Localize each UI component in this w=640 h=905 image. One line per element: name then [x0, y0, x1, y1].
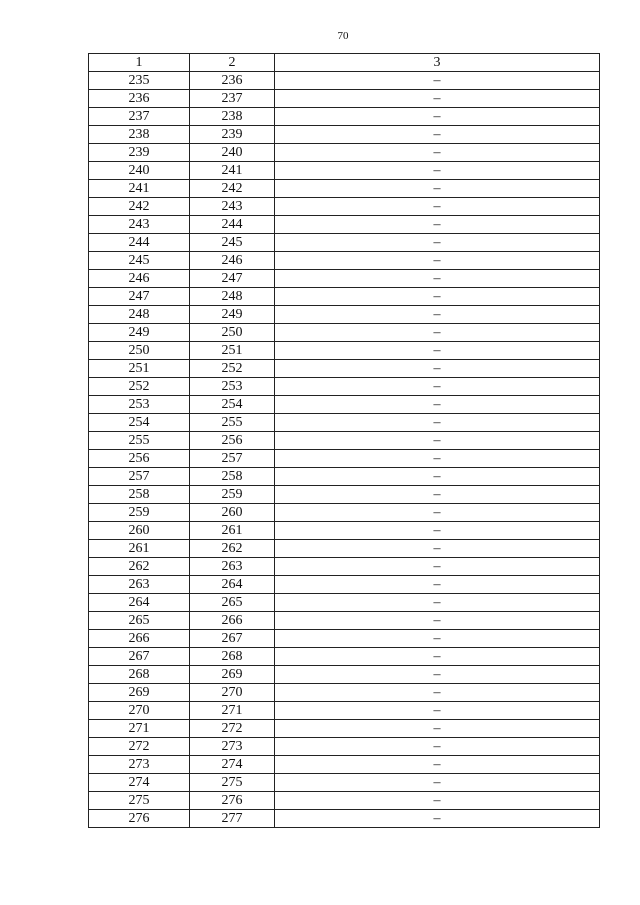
table-cell-col-1: 267	[89, 648, 190, 666]
table-cell-col-1: 236	[89, 90, 190, 108]
table-row	[89, 738, 600, 756]
table-row	[89, 792, 600, 810]
table-cell-col-2: 260	[190, 504, 275, 522]
table-cell-col-1: 239	[89, 144, 190, 162]
table-row	[89, 486, 600, 504]
column-header-2: 2	[190, 54, 275, 72]
table-cell-col-3: –	[275, 198, 600, 216]
table-row	[89, 324, 600, 342]
table-cell-col-1: 258	[89, 486, 190, 504]
table-cell-col-2: 253	[190, 378, 275, 396]
table-cell-col-2: 267	[190, 630, 275, 648]
table-cell-col-3: –	[275, 162, 600, 180]
table-cell-col-3: –	[275, 108, 600, 126]
table-cell-col-3: –	[275, 90, 600, 108]
table-cell-col-2: 277	[190, 810, 275, 828]
table-row	[89, 126, 600, 144]
table-cell-col-1: 252	[89, 378, 190, 396]
table-cell-col-3: –	[275, 738, 600, 756]
table-cell-col-1: 246	[89, 270, 190, 288]
table-cell-col-2: 271	[190, 702, 275, 720]
table-cell-col-2: 239	[190, 126, 275, 144]
table-cell-col-2: 243	[190, 198, 275, 216]
table-row	[89, 198, 600, 216]
table-cell-col-3: –	[275, 324, 600, 342]
table-cell-col-1: 235	[89, 72, 190, 90]
table-cell-col-2: 242	[190, 180, 275, 198]
table-cell-col-3: –	[275, 378, 600, 396]
table-cell-col-2: 254	[190, 396, 275, 414]
table-cell-col-1: 249	[89, 324, 190, 342]
table-cell-col-1: 247	[89, 288, 190, 306]
table-cell-col-1: 255	[89, 432, 190, 450]
table-cell-col-1: 276	[89, 810, 190, 828]
table-row	[89, 234, 600, 252]
table-cell-col-1: 257	[89, 468, 190, 486]
table-row	[89, 108, 600, 126]
table-row	[89, 216, 600, 234]
table-cell-col-2: 265	[190, 594, 275, 612]
table-cell-col-2: 263	[190, 558, 275, 576]
table-row	[89, 612, 600, 630]
table-cell-col-3: –	[275, 180, 600, 198]
table-cell-col-3: –	[275, 774, 600, 792]
table-cell-col-3: –	[275, 234, 600, 252]
table-cell-col-3: –	[275, 522, 600, 540]
table-cell-col-3: –	[275, 486, 600, 504]
table-cell-col-3: –	[275, 144, 600, 162]
table-cell-col-1: 250	[89, 342, 190, 360]
table-row	[89, 756, 600, 774]
table-cell-col-1: 259	[89, 504, 190, 522]
table-row	[89, 720, 600, 738]
table-cell-col-2: 245	[190, 234, 275, 252]
table-cell-col-1: 275	[89, 792, 190, 810]
table-row	[89, 162, 600, 180]
table-header	[89, 54, 600, 72]
page-number: 70	[337, 30, 349, 42]
table-cell-col-1: 241	[89, 180, 190, 198]
table-row	[89, 306, 600, 324]
table-cell-col-3: –	[275, 450, 600, 468]
table-cell-col-1: 272	[89, 738, 190, 756]
table-row	[89, 450, 600, 468]
table-cell-col-1: 242	[89, 198, 190, 216]
table-row	[89, 72, 600, 90]
table-row	[89, 522, 600, 540]
table-cell-col-1: 254	[89, 414, 190, 432]
table-cell-col-3: –	[275, 432, 600, 450]
table-row	[89, 270, 600, 288]
table-row	[89, 378, 600, 396]
table-cell-col-1: 238	[89, 126, 190, 144]
table-cell-col-1: 269	[89, 684, 190, 702]
table-cell-col-2: 241	[190, 162, 275, 180]
table-cell-col-2: 269	[190, 666, 275, 684]
table-cell-col-3: –	[275, 684, 600, 702]
table-cell-col-3: –	[275, 594, 600, 612]
header-row	[89, 54, 600, 72]
table-cell-col-1: 268	[89, 666, 190, 684]
table-row	[89, 288, 600, 306]
table-row	[89, 396, 600, 414]
table-cell-col-1: 273	[89, 756, 190, 774]
table-cell-col-1: 262	[89, 558, 190, 576]
table-cell-col-3: –	[275, 126, 600, 144]
table-cell-col-3: –	[275, 72, 600, 90]
table-cell-col-2: 255	[190, 414, 275, 432]
table-row	[89, 666, 600, 684]
table-cell-col-3: –	[275, 216, 600, 234]
table-cell-col-2: 262	[190, 540, 275, 558]
table-cell-col-2: 272	[190, 720, 275, 738]
table-row	[89, 540, 600, 558]
table-cell-col-3: –	[275, 810, 600, 828]
table-row	[89, 414, 600, 432]
table-row	[89, 432, 600, 450]
table-cell-col-3: –	[275, 414, 600, 432]
table-cell-col-1: 256	[89, 450, 190, 468]
table-cell-col-2: 276	[190, 792, 275, 810]
table-cell-col-2: 261	[190, 522, 275, 540]
table-cell-col-2: 237	[190, 90, 275, 108]
data-table-container	[88, 53, 600, 828]
table-cell-col-3: –	[275, 630, 600, 648]
table-cell-col-3: –	[275, 666, 600, 684]
table-cell-col-2: 275	[190, 774, 275, 792]
table-cell-col-1: 251	[89, 360, 190, 378]
table-cell-col-1: 248	[89, 306, 190, 324]
table-cell-col-1: 271	[89, 720, 190, 738]
table-row	[89, 342, 600, 360]
table-cell-col-1: 240	[89, 162, 190, 180]
table-row	[89, 684, 600, 702]
table-cell-col-2: 268	[190, 648, 275, 666]
table-cell-col-3: –	[275, 648, 600, 666]
table-cell-col-1: 237	[89, 108, 190, 126]
table-cell-col-3: –	[275, 702, 600, 720]
table-cell-col-2: 250	[190, 324, 275, 342]
table-cell-col-3: –	[275, 504, 600, 522]
table-cell-col-2: 247	[190, 270, 275, 288]
table-cell-col-2: 258	[190, 468, 275, 486]
table-cell-col-2: 257	[190, 450, 275, 468]
table-cell-col-3: –	[275, 342, 600, 360]
table-row	[89, 468, 600, 486]
table-row	[89, 630, 600, 648]
table-row	[89, 810, 600, 828]
column-header-1: 1	[89, 54, 190, 72]
table-cell-col-3: –	[275, 396, 600, 414]
table-row	[89, 252, 600, 270]
table-cell-col-3: –	[275, 306, 600, 324]
data-table	[88, 53, 600, 828]
table-cell-col-3: –	[275, 288, 600, 306]
table-row	[89, 648, 600, 666]
table-cell-col-1: 253	[89, 396, 190, 414]
table-cell-col-3: –	[275, 360, 600, 378]
table-cell-col-1: 244	[89, 234, 190, 252]
table-cell-col-1: 243	[89, 216, 190, 234]
table-cell-col-3: –	[275, 252, 600, 270]
table-cell-col-2: 259	[190, 486, 275, 504]
table-row	[89, 360, 600, 378]
table-cell-col-2: 252	[190, 360, 275, 378]
table-cell-col-2: 256	[190, 432, 275, 450]
table-cell-col-1: 245	[89, 252, 190, 270]
table-row	[89, 144, 600, 162]
table-cell-col-3: –	[275, 792, 600, 810]
table-cell-col-2: 238	[190, 108, 275, 126]
table-row	[89, 558, 600, 576]
table-cell-col-2: 246	[190, 252, 275, 270]
table-row	[89, 90, 600, 108]
table-cell-col-2: 264	[190, 576, 275, 594]
table-row	[89, 504, 600, 522]
table-cell-col-1: 260	[89, 522, 190, 540]
table-cell-col-3: –	[275, 720, 600, 738]
table-row	[89, 180, 600, 198]
table-cell-col-1: 270	[89, 702, 190, 720]
table-cell-col-1: 266	[89, 630, 190, 648]
table-cell-col-3: –	[275, 612, 600, 630]
table-cell-col-1: 263	[89, 576, 190, 594]
table-cell-col-3: –	[275, 270, 600, 288]
table-cell-col-1: 264	[89, 594, 190, 612]
table-cell-col-2: 251	[190, 342, 275, 360]
table-cell-col-2: 266	[190, 612, 275, 630]
table-row	[89, 576, 600, 594]
table-cell-col-2: 249	[190, 306, 275, 324]
table-cell-col-1: 274	[89, 774, 190, 792]
table-cell-col-2: 244	[190, 216, 275, 234]
table-row	[89, 774, 600, 792]
table-cell-col-2: 273	[190, 738, 275, 756]
table-cell-col-3: –	[275, 558, 600, 576]
table-cell-col-1: 265	[89, 612, 190, 630]
table-cell-col-2: 248	[190, 288, 275, 306]
table-cell-col-2: 274	[190, 756, 275, 774]
table-row	[89, 594, 600, 612]
table-cell-col-2: 236	[190, 72, 275, 90]
table-body	[89, 72, 600, 828]
column-header-3: 3	[275, 54, 600, 72]
table-row	[89, 702, 600, 720]
table-cell-col-1: 261	[89, 540, 190, 558]
table-cell-col-3: –	[275, 468, 600, 486]
table-cell-col-2: 240	[190, 144, 275, 162]
table-cell-col-3: –	[275, 540, 600, 558]
table-cell-col-3: –	[275, 576, 600, 594]
table-cell-col-3: –	[275, 756, 600, 774]
table-cell-col-2: 270	[190, 684, 275, 702]
